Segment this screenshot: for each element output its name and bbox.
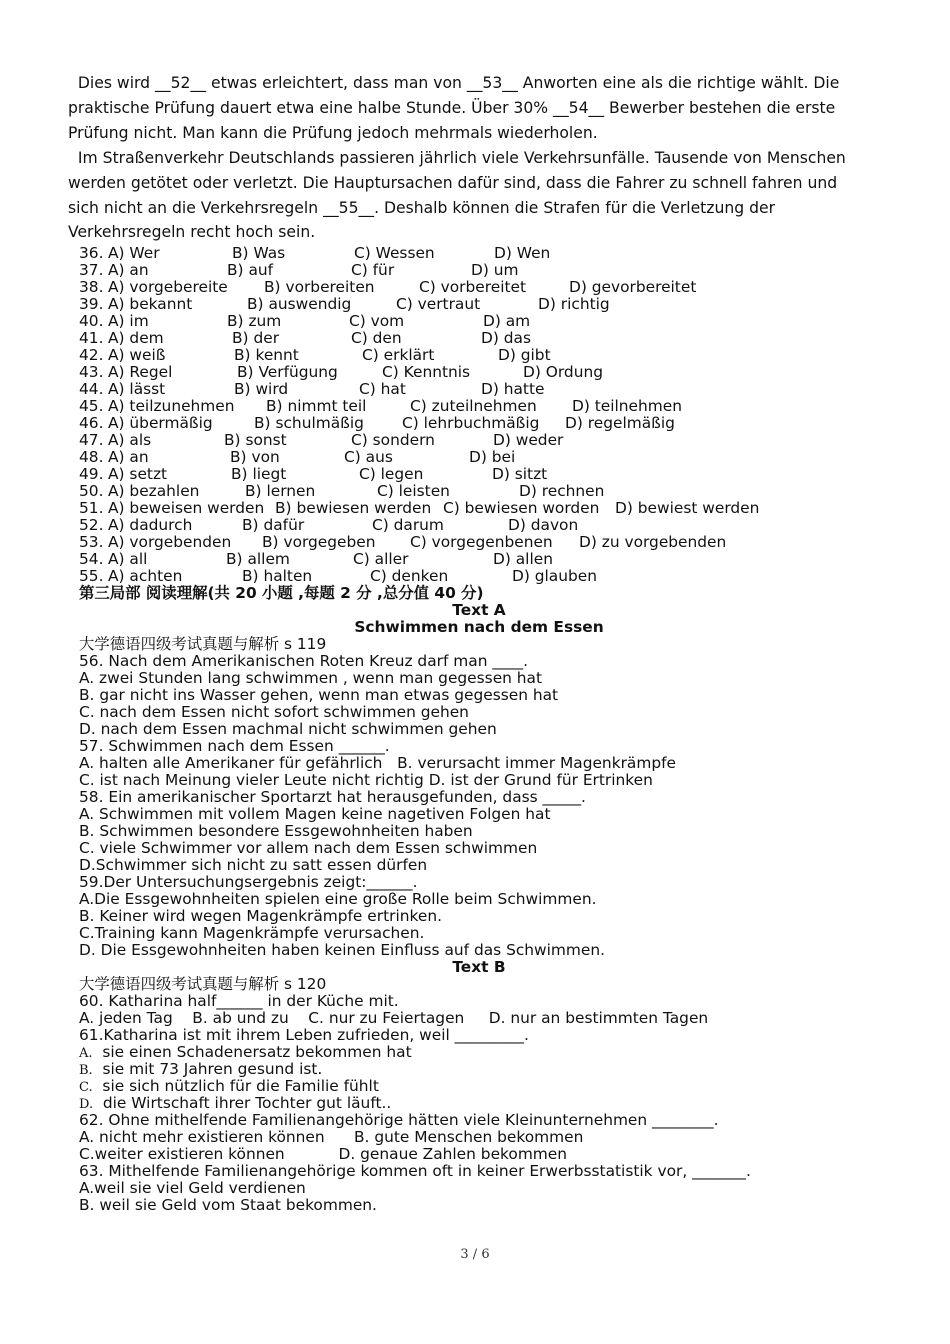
question-number: 44. xyxy=(79,380,104,398)
option-a: A) weiß xyxy=(108,346,166,364)
question-line: 58. Ein amerikanischer Sportarzt hat herausgefunden, dass _____. xyxy=(79,788,586,806)
question-block xyxy=(79,245,939,1214)
option-c: C) vorbereitet xyxy=(419,278,527,296)
option-d: D) bewiest werden xyxy=(615,499,760,517)
option-c: C) darum xyxy=(372,516,444,534)
question-number: 39. xyxy=(79,295,104,313)
option-row xyxy=(79,432,939,449)
question-line: B. weil sie Geld vom Staat bekommen. xyxy=(79,1196,377,1214)
option-c: C) vorgegenbenen xyxy=(410,533,553,551)
question-number: 45. xyxy=(79,397,104,415)
question-line: C.Training kann Magenkrämpfe verursachen. xyxy=(79,924,425,942)
question-number: 40. xyxy=(79,312,104,330)
option-d: D) weder xyxy=(493,431,564,449)
text-b-choice-list xyxy=(79,1044,939,1112)
option-b: B) vorgegeben xyxy=(262,533,376,551)
option-b: B) vorbereiten xyxy=(264,278,375,296)
option-d: D) rechnen xyxy=(519,482,605,500)
question-number: 41. xyxy=(79,329,104,347)
question-line: 60. Katharina half______ in der Küche mit. xyxy=(79,992,399,1010)
option-c: C) vom xyxy=(349,312,405,330)
question-line: A. jeden Tag B. ab und zu C. nur zu Feiertagen D. nur an bestimmten Tagen xyxy=(79,1009,709,1027)
choice-text: sie mit 73 Jahren gesund ist. xyxy=(102,1060,323,1078)
question-number: 52. xyxy=(79,516,104,534)
option-b: B) von xyxy=(230,448,280,466)
choice-text: sie einen Schadenersatz bekommen hat xyxy=(102,1043,412,1061)
paragraph-traffic xyxy=(68,146,868,245)
text-b-questions-b xyxy=(79,1112,939,1214)
option-a: A) lässt xyxy=(108,380,166,398)
option-c: C) aller xyxy=(353,550,409,568)
option-a: A) Regel xyxy=(108,363,173,381)
choice-text: sie sich nützlich für die Familie fühlt xyxy=(102,1077,379,1095)
question-number: 47. xyxy=(79,431,104,449)
option-d: D) am xyxy=(483,312,531,330)
option-row xyxy=(79,415,939,432)
paragraph-exam-intro xyxy=(68,71,868,145)
page-number: 3 / 6 xyxy=(460,1247,490,1262)
option-b: B) zum xyxy=(227,312,282,330)
option-a: A) beweisen werden xyxy=(108,499,265,517)
option-b: B) kennt xyxy=(234,346,299,364)
option-c: C) bewiesen worden xyxy=(443,499,600,517)
question-line: 57. Schwimmen nach dem Essen ______. xyxy=(79,737,390,755)
option-a: A) setzt xyxy=(108,465,168,483)
option-d: D) regelmäßig xyxy=(565,414,675,432)
option-d: D) gibt xyxy=(498,346,551,364)
option-a: A) an xyxy=(108,261,149,279)
option-c: C) denken xyxy=(370,567,449,585)
option-a: A) bezahlen xyxy=(108,482,200,500)
option-d: D) teilnehmen xyxy=(572,397,682,415)
question-line: A. halten alle Amerikaner für gefährlich B. verursacht immer Magenkrämpfe xyxy=(79,754,677,772)
question-line: B. Keiner wird wegen Magenkrämpfe ertrinken. xyxy=(79,907,442,925)
option-d: D) um xyxy=(471,261,519,279)
option-row xyxy=(79,381,939,398)
option-row xyxy=(79,534,939,551)
option-c: C) leisten xyxy=(377,482,450,500)
question-number: 49. xyxy=(79,465,104,483)
option-row xyxy=(79,466,939,483)
option-d: D) das xyxy=(481,329,531,347)
question-line: A.Die Essgewohnheiten spielen eine große Rolle beim Schwimmen. xyxy=(79,890,597,908)
question-line: B. Schwimmen besondere Essgewohnheiten haben xyxy=(79,822,473,840)
question-number: 51. xyxy=(79,499,104,517)
paragraph-text: Dies wird __52__ etwas erleichtert, dass man von __53__ Anworten eine als die richtige wählt. Die praktische Prüfung dauert etwa eine halbe Stunde. Über 30% __54__ Bewerber bestehen die erste Prüfung nicht. Man kann die Prüfung jedoch mehrmals wiederholen. xyxy=(68,74,840,142)
question-line: A.weil sie viel Geld verdienen xyxy=(79,1179,306,1197)
option-row xyxy=(79,347,939,364)
choice-label: B. xyxy=(79,1063,93,1078)
option-row xyxy=(79,262,939,279)
option-c: C) sondern xyxy=(351,431,435,449)
option-d: D) Wen xyxy=(494,244,551,262)
question-number: 54. xyxy=(79,550,104,568)
question-line: 62. Ohne mithelfende Familienangehörige hätten viele Kleinunternehmen ________. xyxy=(79,1111,719,1129)
choice-label: C. xyxy=(79,1080,93,1095)
option-a: A) Wer xyxy=(108,244,160,262)
option-c: C) lehrbuchmäßig xyxy=(402,414,540,432)
question-line: C. nach dem Essen nicht sofort schwimmen gehen xyxy=(79,703,469,721)
question-line: 56. Nach dem Amerikanischen Roten Kreuz darf man ____. xyxy=(79,652,529,670)
text-b-title: Text B xyxy=(452,958,506,976)
choice-item xyxy=(79,1061,939,1078)
option-row xyxy=(79,398,939,415)
choice-text: die Wirtschaft ihrer Tochter gut läuft.. xyxy=(102,1094,392,1112)
option-a: A) als xyxy=(108,431,152,449)
question-number: 46. xyxy=(79,414,104,432)
option-d: D) hatte xyxy=(481,380,545,398)
option-row xyxy=(79,330,939,347)
option-b: B) auswendig xyxy=(247,295,352,313)
option-row xyxy=(79,483,939,500)
option-row xyxy=(79,568,939,585)
text-a-reference: 大学德语四级考试真题与解析 s 119 xyxy=(79,635,327,653)
question-number: 38. xyxy=(79,278,104,296)
option-c: C) zuteilnehmen xyxy=(410,397,537,415)
option-b: B) dafür xyxy=(242,516,305,534)
option-c: C) legen xyxy=(359,465,424,483)
question-line: A. nicht mehr existieren können B. gute Menschen bekommen xyxy=(79,1128,584,1146)
question-number: 50. xyxy=(79,482,104,500)
option-row xyxy=(79,364,939,381)
choice-label: D. xyxy=(79,1097,94,1112)
option-b: B) schulmäßig xyxy=(254,414,364,432)
option-b: B) liegt xyxy=(231,465,287,483)
option-d: D) davon xyxy=(508,516,579,534)
option-list xyxy=(79,245,939,585)
choice-label: A. xyxy=(79,1046,93,1061)
option-d: D) gevorbereitet xyxy=(569,278,697,296)
text-a-questions xyxy=(79,653,939,959)
option-row xyxy=(79,279,939,296)
option-b: B) lernen xyxy=(245,482,316,500)
text-b-questions-a xyxy=(79,993,939,1044)
text-b-reference: 大学德语四级考试真题与解析 s 120 xyxy=(79,975,327,993)
question-line: B. gar nicht ins Wasser gehen, wenn man etwas gegessen hat xyxy=(79,686,559,704)
option-row xyxy=(79,313,939,330)
option-b: B) allem xyxy=(226,550,290,568)
option-c: C) hat xyxy=(359,380,406,398)
choice-item xyxy=(79,1095,939,1112)
question-number: 42. xyxy=(79,346,104,364)
option-b: B) Verfügung xyxy=(237,363,338,381)
question-line: A. Schwimmen mit vollem Magen keine nagetiven Folgen hat xyxy=(79,805,551,823)
question-number: 36. xyxy=(79,244,104,262)
question-line: C. viele Schwimmer vor allem nach dem Essen schwimmen xyxy=(79,839,538,857)
question-line: 59.Der Untersuchungsergebnis zeigt:______. xyxy=(79,873,418,891)
question-number: 43. xyxy=(79,363,104,381)
option-d: D) richtig xyxy=(538,295,610,313)
option-a: A) vorgebenden xyxy=(108,533,232,551)
option-d: D) sitzt xyxy=(492,465,548,483)
option-a: A) dem xyxy=(108,329,164,347)
option-a: A) übermäßig xyxy=(108,414,213,432)
option-d: D) bei xyxy=(469,448,516,466)
option-d: D) zu vorgebenden xyxy=(579,533,727,551)
option-b: B) Was xyxy=(232,244,286,262)
option-b: B) der xyxy=(232,329,280,347)
option-b: B) nimmt teil xyxy=(266,397,367,415)
option-a: A) im xyxy=(108,312,149,330)
option-b: B) sonst xyxy=(224,431,287,449)
option-row xyxy=(79,551,939,568)
question-line: C.weiter existieren können D. genaue Zahlen bekommen xyxy=(79,1145,568,1163)
choice-item xyxy=(79,1044,939,1061)
option-d: D) allen xyxy=(493,550,553,568)
choice-item xyxy=(79,1078,939,1095)
option-d: D) Ordung xyxy=(523,363,603,381)
question-line: C. ist nach Meinung vieler Leute nicht richtig D. ist der Grund für Ertrinken xyxy=(79,771,653,789)
option-row xyxy=(79,245,939,262)
option-c: C) vertraut xyxy=(396,295,481,313)
question-line: D.Schwimmer sich nicht zu satt essen dürfen xyxy=(79,856,428,874)
option-c: C) erklärt xyxy=(362,346,435,364)
option-d: D) glauben xyxy=(512,567,597,585)
text-a-title: Text A xyxy=(452,601,506,619)
question-line: D. Die Essgewohnheiten haben keinen Einfluss auf das Schwimmen. xyxy=(79,941,606,959)
text-a-subtitle: Schwimmen nach dem Essen xyxy=(354,618,604,636)
question-line: 63. Mithelfende Familienangehörige kommen oft in keiner Erwerbsstatistik vor, _______. xyxy=(79,1162,751,1180)
option-b: B) bewiesen werden xyxy=(275,499,432,517)
option-c: C) aus xyxy=(344,448,393,466)
section-heading: 第三局部 阅读理解(共 20 小题 ,每题 2 分 ,总分值 40 分) xyxy=(79,584,484,602)
option-row xyxy=(79,296,939,313)
question-line: D. nach dem Essen machmal nicht schwimmen gehen xyxy=(79,720,497,738)
option-a: A) vorgebereite xyxy=(108,278,228,296)
option-c: C) den xyxy=(351,329,402,347)
option-a: A) achten xyxy=(108,567,183,585)
option-a: A) an xyxy=(108,448,149,466)
option-row xyxy=(79,517,939,534)
question-line: 61.Katharina ist mit ihrem Leben zufrieden, weil _________. xyxy=(79,1026,529,1044)
option-a: A) bekannt xyxy=(108,295,193,313)
question-number: 37. xyxy=(79,261,104,279)
option-b: B) wird xyxy=(234,380,289,398)
option-c: C) für xyxy=(351,261,395,279)
option-c: C) Kenntnis xyxy=(382,363,471,381)
question-number: 53. xyxy=(79,533,104,551)
option-b: B) halten xyxy=(242,567,313,585)
option-a: A) all xyxy=(108,550,148,568)
question-line: A. zwei Stunden lang schwimmen , wenn man gegessen hat xyxy=(79,669,543,687)
option-b: B) auf xyxy=(227,261,274,279)
option-row xyxy=(79,449,939,466)
paragraph-text: Im Straßenverkehr Deutschlands passieren jährlich viele Verkehrsunfälle. Tausende von Menschen werden getötet oder verletzt. Die Hauptursachen dafür sind, dass die Fahrer zu schnell fahren und sich nicht an die Verkehrsregeln __55__. Deshalb können die Strafen für die Verletzung der Verkehrsregeln recht hoch sein. xyxy=(68,149,846,242)
option-a: A) dadurch xyxy=(108,516,193,534)
option-a: A) teilzunehmen xyxy=(108,397,235,415)
option-c: C) Wessen xyxy=(354,244,435,262)
option-row xyxy=(79,500,939,517)
question-number: 48. xyxy=(79,448,104,466)
question-number: 55. xyxy=(79,567,104,585)
